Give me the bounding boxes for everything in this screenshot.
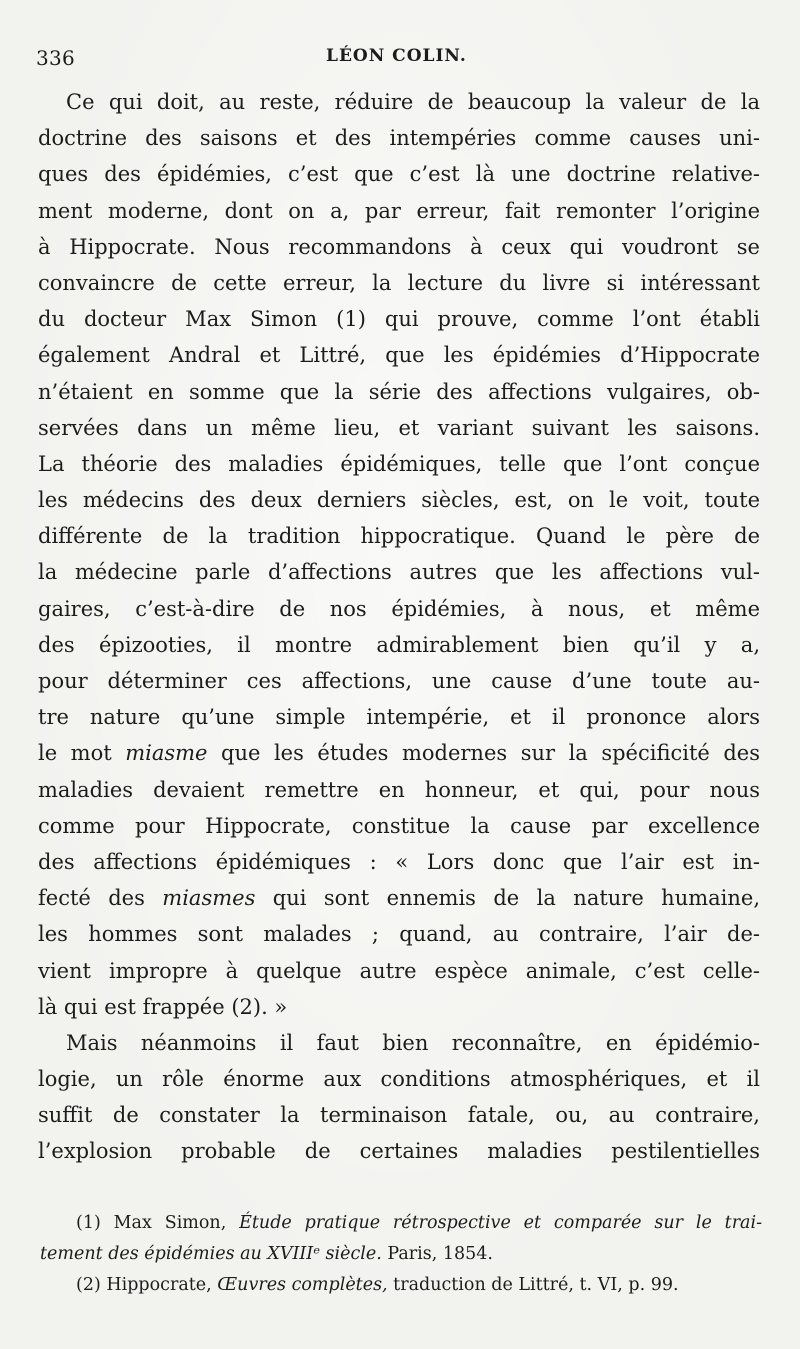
text-line: les hommes sont malades ; quand, au contraire, l’air de- [38,922,760,947]
text-line-miasme [38,735,760,771]
footnote-1-line-2 [40,1239,762,1270]
text-line: tre nature qu’une simple intempérie, et il prononce alors [38,705,760,730]
running-head: LÉON COLIN. [326,46,467,66]
italic-term: miasmes [162,886,256,911]
text-line: la médecine parle d’affections autres que les affections vul- [38,560,760,585]
text-line: Mais néanmoins il faut bien reconnaître, en épidémio- [66,1030,760,1055]
text-line: maladies devaient remettre en honneur, et qui, pour nous [38,777,760,802]
text-line: différente de la tradition hippocratique. Quand le père de [38,524,760,549]
text-line: l’explosion probable de certaines maladies pestilentielles [38,1139,760,1164]
footnote-2 [40,1270,762,1301]
text-segment: traduction de Littré, t. VI, p. 99. [387,1275,679,1295]
italic-title: tement des épidémies au XVIIIᵉ siècle. [40,1244,382,1264]
text-line: vient impropre à quelque autre espèce animale, c’est celle- [38,958,760,983]
text-line: La théorie des maladies épidémiques, telle que l’ont conçue [38,451,760,476]
text-line: n’étaient en somme que la série des affections vulgaires, ob- [38,379,760,404]
text-line: pour déterminer ces affections, une cause d’une toute au- [38,669,760,693]
text-line: ques des épidémies, c’est que c’est là une doctrine relative- [38,162,760,187]
text-line: Ce qui doit, au reste, réduire de beaucoup la valeur de la [66,90,760,114]
text-segment: (1) Max Simon, [76,1213,240,1233]
text-segment: qui sont ennemis de la nature humaine, [255,886,760,911]
text-line: suffit de constater la terminaison fatale, ou, au contraire, [38,1103,760,1128]
text-line: servées dans un même lieu, et variant suivant les saisons. [38,415,760,440]
text-segment: le mot [38,741,126,766]
text-line-miasmes [38,880,760,916]
text-line: des affections épidémiques : « Lors donc que l’air est in- [38,849,760,874]
page-header [36,46,761,76]
text-line: doctrine des saisons et des intempéries comme causes uni- [38,126,760,151]
text-line: gaires, c’est-à-dire de nos épidémies, à nous, et même [38,596,760,621]
italic-term: miasme [125,741,208,766]
text-line: du docteur Max Simon (1) qui prouve, comme l’ont établi [38,307,760,332]
text-line: là qui est frappée (2). » [38,994,288,1019]
text-segment: que les études modernes sur la spécificité des [207,741,760,766]
italic-title: Œuvres complètes, [217,1275,388,1295]
page-number: 336 [36,46,76,70]
text-line: logie, un rôle énorme aux conditions atmosphériques, et il [38,1067,760,1092]
text-segment: Paris, 1854. [381,1244,493,1264]
footnote-1-line-1 [40,1208,762,1239]
text-line: comme pour Hippocrate, constitue la cause par excellence [38,813,760,838]
text-segment: fecté des [38,886,163,911]
text-line: également Andral et Littré, que les épidémies d’Hippocrate [38,343,760,368]
text-line: convaincre de cette erreur, la lecture du livre si intéressant [38,270,760,295]
italic-title: Étude pratique rétrospective et comparée sur le trai- [239,1213,762,1233]
text-line: ment moderne, dont on a, par erreur, fait remonter l’origine [38,198,760,223]
footnotes [40,1208,762,1301]
text-segment: (2) Hippocrate, [76,1275,218,1295]
text-line: des épizooties, il montre admirablement bien qu’il y a, [38,632,760,657]
text-line: les médecins des deux derniers siècles, est, on le voit, toute [38,488,760,513]
body-text [38,84,760,1170]
text-line: à Hippocrate. Nous recommandons à ceux qui voudront se [38,234,760,259]
